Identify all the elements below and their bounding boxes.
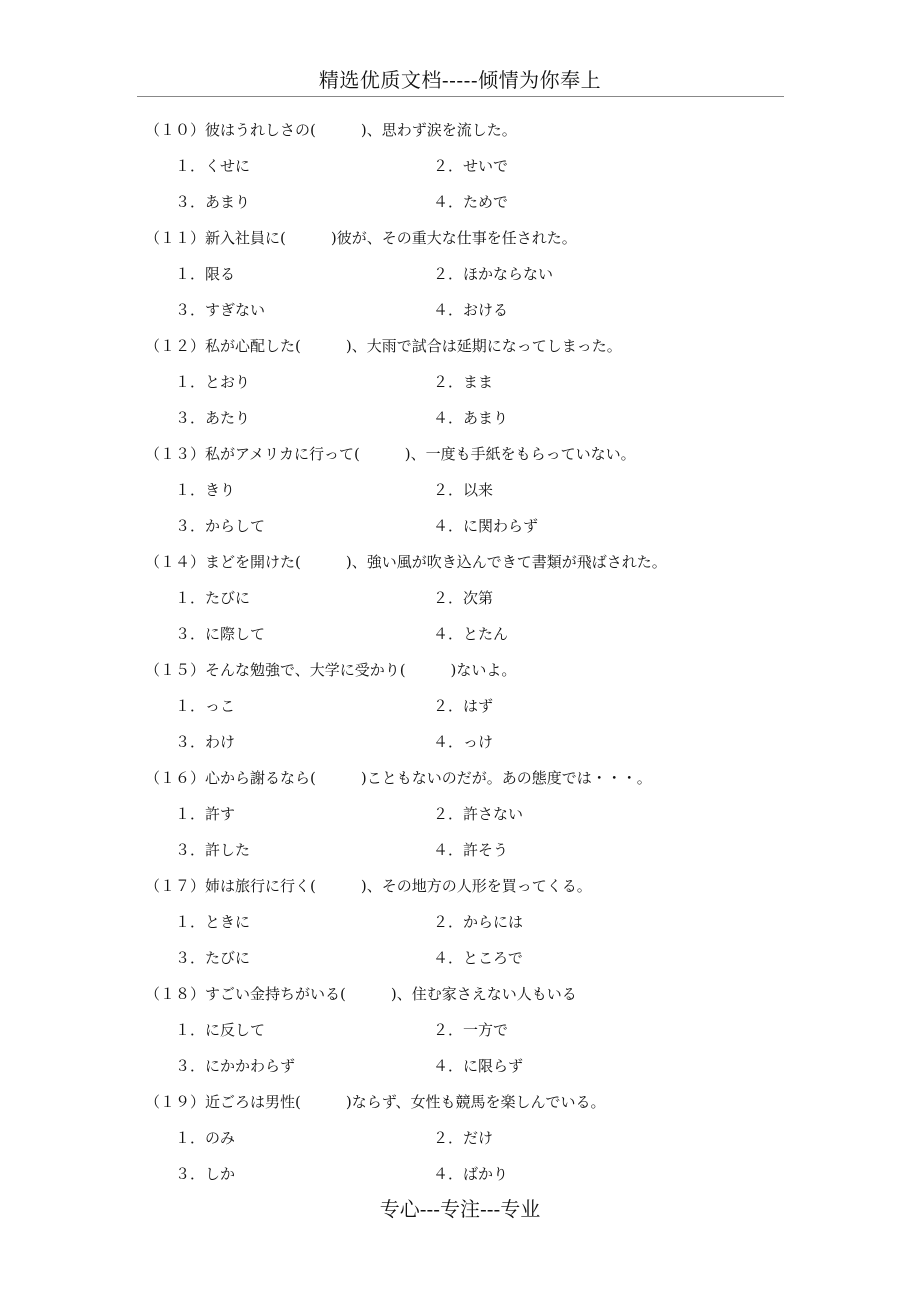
option: ３．わけ — [175, 733, 236, 751]
option: １．ときに — [175, 913, 251, 931]
option-row — [145, 796, 785, 832]
question-stem: （１０）彼はうれしさの( )、思わず涙を流した。 — [145, 121, 517, 139]
option: ４．ところで — [433, 949, 523, 967]
option: ２．からには — [433, 913, 524, 931]
question-item — [145, 1084, 785, 1192]
option-row — [145, 1156, 785, 1192]
question-item — [145, 328, 785, 436]
question-item — [145, 220, 785, 328]
option: １．に反して — [175, 1021, 266, 1039]
question-stem: （１７）姉は旅行に行く( )、その地方の人形を買ってくる。 — [145, 877, 592, 895]
option: ２．次第 — [433, 589, 494, 607]
option: ４．に関わらず — [433, 517, 539, 535]
option: ４．おける — [433, 301, 509, 319]
option: ２．まま — [433, 373, 494, 391]
page-footer-text: 专心---专注---专业 — [379, 1197, 541, 1221]
page-header-title: 精选优质文档-----倾情为你奉上 — [318, 68, 602, 92]
option: ３．あたり — [175, 409, 251, 427]
question-item — [145, 544, 785, 652]
option: １．くせに — [175, 157, 251, 175]
option-row — [145, 580, 785, 616]
option: １．っこ — [175, 697, 236, 715]
option-row — [145, 1048, 785, 1084]
question-item — [145, 652, 785, 760]
option: ３．からして — [175, 517, 266, 535]
option: ４．ためで — [433, 193, 509, 211]
option-row — [145, 616, 785, 652]
option: １．許す — [175, 805, 236, 823]
option: ４．あまり — [433, 409, 509, 427]
option: ２．以来 — [433, 481, 494, 499]
option: ２．はず — [433, 697, 494, 715]
option: ３．にかかわらず — [175, 1057, 296, 1075]
option-row — [145, 724, 785, 760]
option: ２．ほかならない — [433, 265, 554, 283]
question-stem: （１１）新入社員に( )彼が、その重大な仕事を任された。 — [145, 229, 577, 247]
question-stem: （１６）心から謝るなら( )こともないのだが。あの態度では・・・。 — [145, 769, 652, 787]
option: ４．に限らず — [433, 1057, 524, 1075]
question-item — [145, 436, 785, 544]
question-item — [145, 760, 785, 868]
option-row — [145, 508, 785, 544]
option: ２．だけ — [433, 1129, 494, 1147]
option-row — [145, 400, 785, 436]
option-row — [145, 1120, 785, 1156]
option: ２．許さない — [433, 805, 524, 823]
option: １．きり — [175, 481, 236, 499]
question-stem: （１８）すごい金持ちがいる( )、住む家さえない人もいる — [145, 985, 577, 1003]
option: ３．あまり — [175, 193, 251, 211]
question-list — [145, 112, 785, 1192]
option: ４．ばかり — [433, 1165, 509, 1183]
question-stem: （１４）まどを開けた( )、強い風が吹き込んできて書類が飛ばされた。 — [145, 553, 667, 571]
option: １．とおり — [175, 373, 251, 391]
option: ４．許そう — [433, 841, 509, 859]
option: ３．に際して — [175, 625, 266, 643]
option-row — [145, 940, 785, 976]
question-item — [145, 976, 785, 1084]
option-row — [145, 148, 785, 184]
option: ３．すぎない — [175, 301, 266, 319]
option: １．たびに — [175, 589, 251, 607]
option-row — [145, 256, 785, 292]
question-stem: （１５）そんな勉強で、大学に受かり( )ないよ。 — [145, 661, 517, 679]
question-stem: （１３）私がアメリカに行って( )、一度も手紙をもらっていない。 — [145, 445, 636, 463]
option: １．のみ — [175, 1129, 236, 1147]
option-row — [145, 688, 785, 724]
option-row — [145, 904, 785, 940]
option-row — [145, 364, 785, 400]
option: ３．たびに — [175, 949, 251, 967]
question-item — [145, 868, 785, 976]
option: ３．許した — [175, 841, 251, 859]
option: ２．せいで — [433, 157, 509, 175]
option: ４．とたん — [433, 625, 509, 643]
option-row — [145, 832, 785, 868]
option-row — [145, 292, 785, 328]
option: ２．一方で — [433, 1021, 509, 1039]
option-row — [145, 1012, 785, 1048]
question-item — [145, 112, 785, 220]
option-row — [145, 472, 785, 508]
option-row — [145, 184, 785, 220]
option: ４．っけ — [433, 733, 494, 751]
question-stem: （１９）近ごろは男性( )ならず、女性も競馬を楽しんでいる。 — [145, 1093, 606, 1111]
option: ３．しか — [175, 1165, 236, 1183]
header-divider — [137, 96, 784, 97]
question-stem: （１２）私が心配した( )、大雨で試合は延期になってしまった。 — [145, 337, 622, 355]
option: １．限る — [175, 265, 236, 283]
